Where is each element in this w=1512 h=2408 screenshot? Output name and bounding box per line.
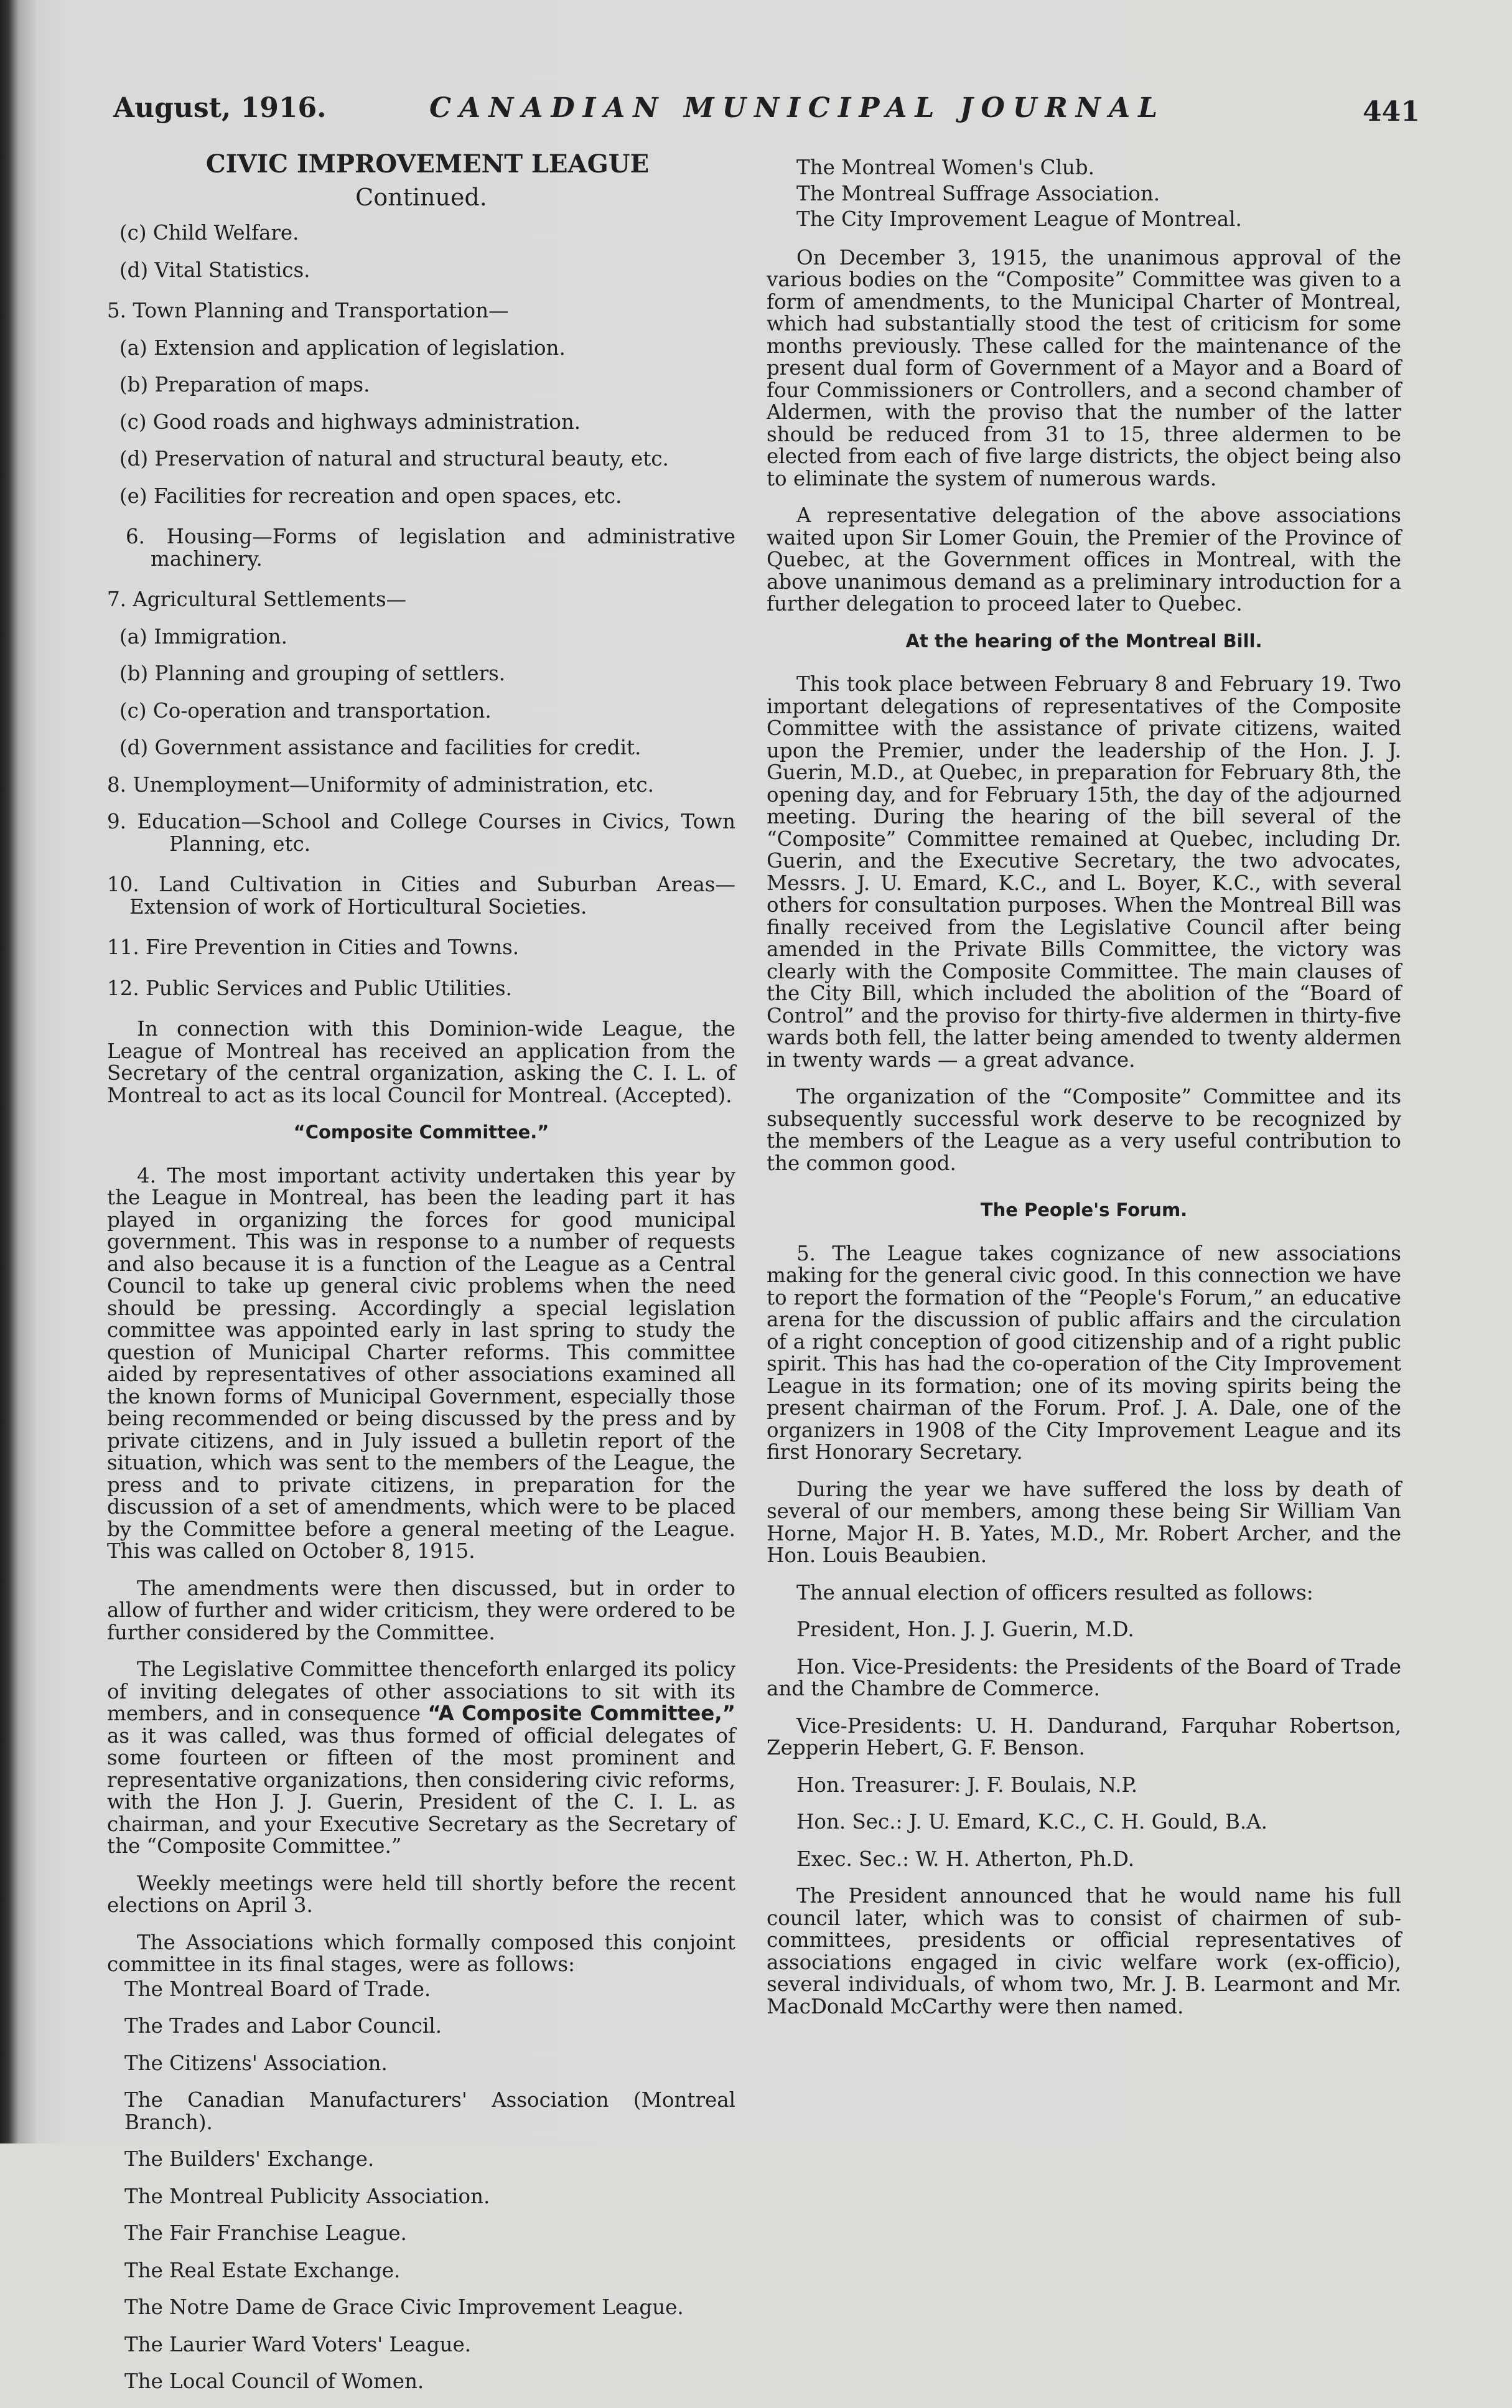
officer-president: President, Hon. J. J. Guerin, M.D. (796, 1618, 1134, 1641)
organization-paragraph: The organization of the “Composite” Committee and its subsequently successful work deserve to be recognized by the members of the League as a very useful contribution to the common good. (767, 1085, 1401, 1175)
association-item: The Montreal Suffrage Association. (796, 181, 1160, 205)
weekly-meetings-paragraph: Weekly meetings were held till shortly before the recent elections on April 3. (107, 1871, 735, 1917)
association-item: The Montreal Women's Club. (796, 156, 1094, 179)
association-item: The Montreal Board of Trade. (124, 1977, 431, 2001)
page-number: 441 (1363, 96, 1420, 128)
dominion-paragraph: In connection with this Dominion-wide League, the League of Montreal has received an application from the Secretary of the central organization, asking the C. I. L. of Montreal to act as its local Council for Montreal. (Accepted). (107, 1017, 735, 1107)
list-item: (b) Preparation of maps. (119, 373, 370, 396)
numbered-item-8: 8. Unemployment—Uniformity of administration, etc. (107, 772, 654, 797)
list-item: (d) Government assistance and facilities for credit. (119, 736, 642, 759)
paragraph-text: as it was called, was thus formed of official delegates of some fourteen or fifteen of the most prominent and representative organizations, then considering civic reforms, with the Hon J. J. Guerin, President of the C. I. L. as chairman, and your Executive Secretary as the Secretary of the “Composite Committee.” (107, 1723, 735, 1858)
numbered-item-11: 11. Fire Prevention in Cities and Towns. (107, 935, 520, 959)
association-item: The Laurier Ward Voters' League. (124, 2332, 472, 2356)
association-item: The Montreal Publicity Association. (124, 2184, 490, 2208)
december-paragraph: On December 3, 1915, the unanimous approval of the various bodies on the “Composite” Committee was given to a form of amendments, to the Municipal Charter of Montreal, which had substantially stood the test of criticism for some months previously. These called for the maintenance of the present dual form of Government of a Mayor and a Board of four Commissioners or Controllers, and a second chamber of Aldermen, with the proviso that the number of the latter should be reduced from 31 to 15, three aldermen to be elected from each of five large districts, the object being also to eliminate the system of numerous wards. (767, 245, 1401, 490)
issue-date: August, 1916. (113, 92, 327, 124)
continued-label: Continued. (355, 183, 487, 211)
hearing-paragraph: This took place between February 8 and February 19. Two important delegations of representatives of the Composite Committee with the assistance of private citizens, waited upon the Premier, under the leadership of the Hon. J. J. Guerin, M.D., at Quebec, in preparation for February 8th, the opening day, and for February 15th, the day of the adjourned meeting. During the hearing of the bill several of the “Composite” Committee remained at Quebec, including Dr. Guerin, and the Executive Secretary, the two advocates, Messrs. J. U. Emard, K.C., and L. Boyer, K.C., with several others for consultation purposes. When the Montreal Bill was finally received from the Legislative Council after being amended in the Private Bills Committee, the victory was clearly with the Composite Committee. The main clauses of the City Bill, which included the abolition of the “Board of Control” and the proviso for thirty-five aldermen in thirty-five wards both fell, the latter being amended to twenty aldermen in twenty wards — a great advance. (767, 672, 1401, 1072)
officer-hon-vice-presidents: Hon. Vice-Presidents: the Presidents of the Board of Trade and the Chambre de Commerce. (767, 1654, 1401, 1700)
paragraph-text: The Legislative Committee thenceforth enlarged its policy of inviting delegates of other associations to sit with its members, and in consequence (107, 1657, 735, 1725)
list-item: (b) Planning and grouping of settlers. (119, 662, 506, 685)
association-item: The Builders' Exchange. (124, 2147, 375, 2171)
list-item: (c) Child Welfare. (119, 221, 299, 245)
president-announcement-paragraph: The President announced that he would name his full council later, which was to consist of chairmen of sub-committees, presidents or official representatives of associations engaged in civic welfare work (ex-officio), several individuals, of whom two, Mr. J. B. Learmont and Mr. MacDonald McCarthy were then named. (767, 1884, 1401, 2018)
numbered-item-10: 10. Land Cultivation in Cities and Suburban Areas—Extension of work of Horticultural Societies. (107, 873, 735, 919)
association-item: The Trades and Labor Council. (124, 2014, 442, 2038)
article-title: CIVIC IMPROVEMENT LEAGUE (205, 149, 650, 179)
list-item: (d) Preservation of natural and structural beauty, etc. (119, 447, 669, 471)
officer-treasurer: Hon. Treasurer: J. F. Boulais, N.P. (796, 1773, 1138, 1797)
amendments-paragraph: The amendments were then discussed, but in order to allow of further and wider criticism, they were ordered to be further considered by the Committee. (107, 1576, 735, 1644)
paragraph-4: 4. The most important activity undertaken this year by the League in Montreal, has been the leading part it has played in organizing the forces for good municipal government. This was in response to a number of requests and also because it is a function of the League as a Central Council to take up general civic problems when the need should be pressing. Accordingly a special legislation committee was appointed early in last spring to study the question of Municipal Charter reforms. This committee aided by representatives of other associations examined all the known forms of Municipal Government, especially those being recommended or being discussed by the press and by private citizens, and in July issued a bulletin report of the situation, which was sent to the members of the League, the press and to private citizens, in preparation for the discussion of a set of amendments, which were to be placed by the Committee before a general meeting of the League. This was called on October 8, 1915. (107, 1163, 735, 1563)
page-header (0, 92, 1512, 142)
list-item: (a) Extension and application of legislation. (119, 335, 566, 360)
list-item: (c) Co-operation and transportation. (119, 698, 492, 723)
loss-paragraph: During the year we have suffered the loss by death of several of our members, among these being Sir William Van Horne, Major H. B. Yates, M.D., Mr. Robert Archer, and the Hon. Louis Beaubien. (767, 1477, 1401, 1567)
officer-exec-secretary: Exec. Sec.: W. H. Atherton, Ph.D. (796, 1847, 1135, 1871)
election-intro: The annual election of officers resulted as follows: (796, 1580, 1314, 1605)
association-item: The City Improvement League of Montreal. (796, 207, 1242, 231)
paragraph-5: 5. The League takes cognizance of new associations making for the general civic good. In this connection we have to report the formation of the “People's Forum,” an educative arena for the discussion of public affairs and the circulation of a right conception of good citizenship and of a right public spirit. This has had the co-operation of the City Improvement League in its formation; one of its moving spirits being the present chairman of the Forum. Prof. J. A. Dale, one of the organizers in 1908 of the City Improvement League and its first Honorary Secretary. (767, 1241, 1401, 1464)
numbered-item-12: 12. Public Services and Public Utilities. (107, 976, 512, 1000)
numbered-item-6: 6. Housing—Forms of legislation and administrative machinery. (126, 525, 735, 571)
association-item: The Citizens' Association. (124, 2051, 388, 2075)
numbered-item-9: 9. Education—School and College Courses in Civics, Town Planning, etc. (107, 810, 735, 856)
left-column (107, 149, 735, 2408)
numbered-item-5: 5. Town Planning and Transportation— (107, 299, 509, 322)
numbered-item-7: 7. Agricultural Settlements— (107, 588, 407, 611)
right-column (767, 157, 1401, 2033)
officer-vice-presidents: Vice-Presidents: U. H. Dandurand, Farquhar Robertson, Zepperin Hebert, G. F. Benson. (767, 1713, 1401, 1759)
composite-committee-emphasis: “A Composite Committee,” (427, 1702, 735, 1725)
association-item: The Real Estate Exchange. (124, 2258, 401, 2282)
list-item: (a) Immigration. (119, 624, 287, 649)
hearing-heading: At the hearing of the Montreal Bill. (905, 630, 1262, 652)
list-item: (e) Facilities for recreation and open spaces, etc. (119, 484, 622, 508)
delegation-paragraph: A representative delegation of the above associations waited upon Sir Lomer Gouin, the Premier of the Province of Quebec, at the Government offices in Montreal, with the above unanimous demand as a preliminary introduction for a further delegation to proceed later to Quebec. (767, 504, 1401, 616)
composite-committee-heading: “Composite Committee.” (293, 1122, 549, 1143)
association-item: The Notre Dame de Grace Civic Improvement League. (124, 2295, 684, 2319)
legislative-committee-paragraph (107, 1659, 735, 1858)
associations-intro: The Associations which formally composed this conjoint committee in its final stages, were as follows: (107, 1930, 735, 1976)
list-item: (d) Vital Statistics. (119, 258, 310, 282)
association-item: The Local Council of Women. (124, 2369, 424, 2393)
association-item: The Canadian Manufacturers' Association (Montreal Branch). (124, 2088, 735, 2134)
list-item: (c) Good roads and highways administration. (119, 410, 581, 434)
journal-title: CANADIAN MUNICIPAL JOURNAL (429, 92, 1166, 124)
officer-secretary: Hon. Sec.: J. U. Emard, K.C., C. H. Gould, B.A. (796, 1810, 1267, 1834)
association-item: The Fair Franchise League. (124, 2221, 407, 2245)
peoples-forum-heading: The People's Forum. (980, 1199, 1188, 1220)
